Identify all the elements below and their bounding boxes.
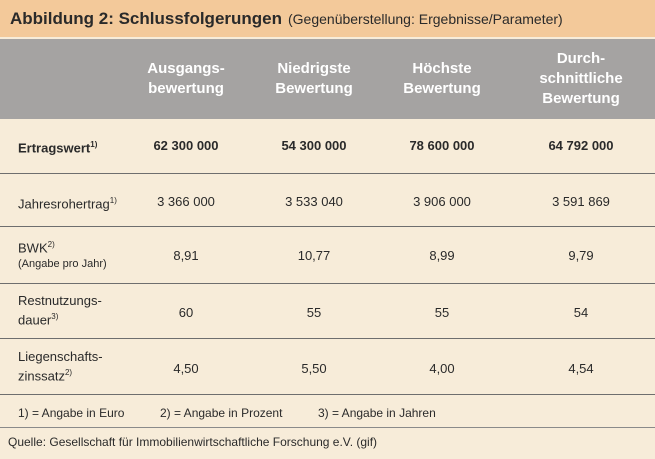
- cell-liegenschaftszinssatz-2: 5,50: [301, 361, 327, 376]
- cell-bwk-2: 10,77: [297, 248, 331, 263]
- row-label-jahresrohertrag: Jahresrohertrag$^{1)}$: [18, 196, 117, 212]
- footnote-3: 3) = Angabe in Jahren: [318, 406, 436, 420]
- column-header-niedrigste: Niedrigste Bewertung: [275, 60, 353, 97]
- row-label-ertragswert: Ertragswert$^{1)}$: [18, 140, 98, 156]
- row-label-restnutzungsdauer: Restnutzungs- dauer$^{3)}$: [18, 293, 102, 328]
- row-label-liegenschaftszinssatz: Liegenschafts- zinssatz$^{2)}$: [18, 349, 103, 384]
- footnote-divider: [0, 427, 655, 428]
- cell-liegenschaftszinssatz-1: 4,50: [173, 361, 199, 376]
- cell-restnutzungsdauer-4: 54: [573, 305, 589, 320]
- cell-jahresrohertrag-2: 3 533 040: [285, 194, 343, 209]
- cell-bwk-3: 8,99: [429, 248, 455, 263]
- column-header-ausgangsbewertung: Ausgangs- bewertung: [147, 60, 225, 97]
- cell-restnutzungsdauer-3: 55: [434, 305, 450, 320]
- cell-liegenschaftszinssatz-3: 4,00: [429, 361, 455, 376]
- source-line: Quelle: Gesellschaft für Immobilienwirtschaftliche Forschung e.V. (gif): [8, 435, 378, 449]
- cell-ertragswert-1: 62 300 000: [153, 138, 219, 153]
- row-divider: [0, 283, 655, 284]
- column-header-durchschnittliche: Durch- schnittliche Bewertung: [539, 50, 623, 107]
- row-label-bwk: BWK$^{2)}$ (Angabe pro Jahr): [18, 240, 107, 271]
- footnote-1: 1) = Angabe in Euro: [18, 406, 125, 420]
- cell-jahresrohertrag-1: 3 366 000: [157, 194, 215, 209]
- figure-title: [0, 0, 655, 37]
- cell-bwk-4: 9,79: [568, 248, 594, 263]
- cell-jahresrohertrag-3: 3 906 000: [413, 194, 471, 209]
- cell-restnutzungsdauer-2: 55: [306, 305, 322, 320]
- cell-ertragswert-3: 78 600 000: [409, 138, 475, 153]
- cell-ertragswert-2: 54 300 000: [281, 138, 347, 153]
- cell-liegenschaftszinssatz-4: 4,54: [568, 361, 594, 376]
- row-divider: [0, 394, 655, 395]
- cell-bwk-1: 8,91: [173, 248, 199, 263]
- column-header-hoechste: Höchste Bewertung: [403, 60, 481, 97]
- cell-jahresrohertrag-4: 3 591 869: [552, 194, 610, 209]
- figure-title-main: Abbildung 2: Schlussfolgerungen: [10, 8, 282, 28]
- row-divider: [0, 173, 655, 174]
- cell-restnutzungsdauer-1: 60: [178, 305, 194, 320]
- figure-title-sub: (Gegenüberstellung: Ergebnisse/Parameter): [288, 10, 563, 27]
- row-divider: [0, 226, 655, 227]
- cell-ertragswert-4: 64 792 000: [548, 138, 614, 153]
- footnote-2: 2) = Angabe in Prozent: [160, 406, 283, 420]
- row-divider: [0, 338, 655, 339]
